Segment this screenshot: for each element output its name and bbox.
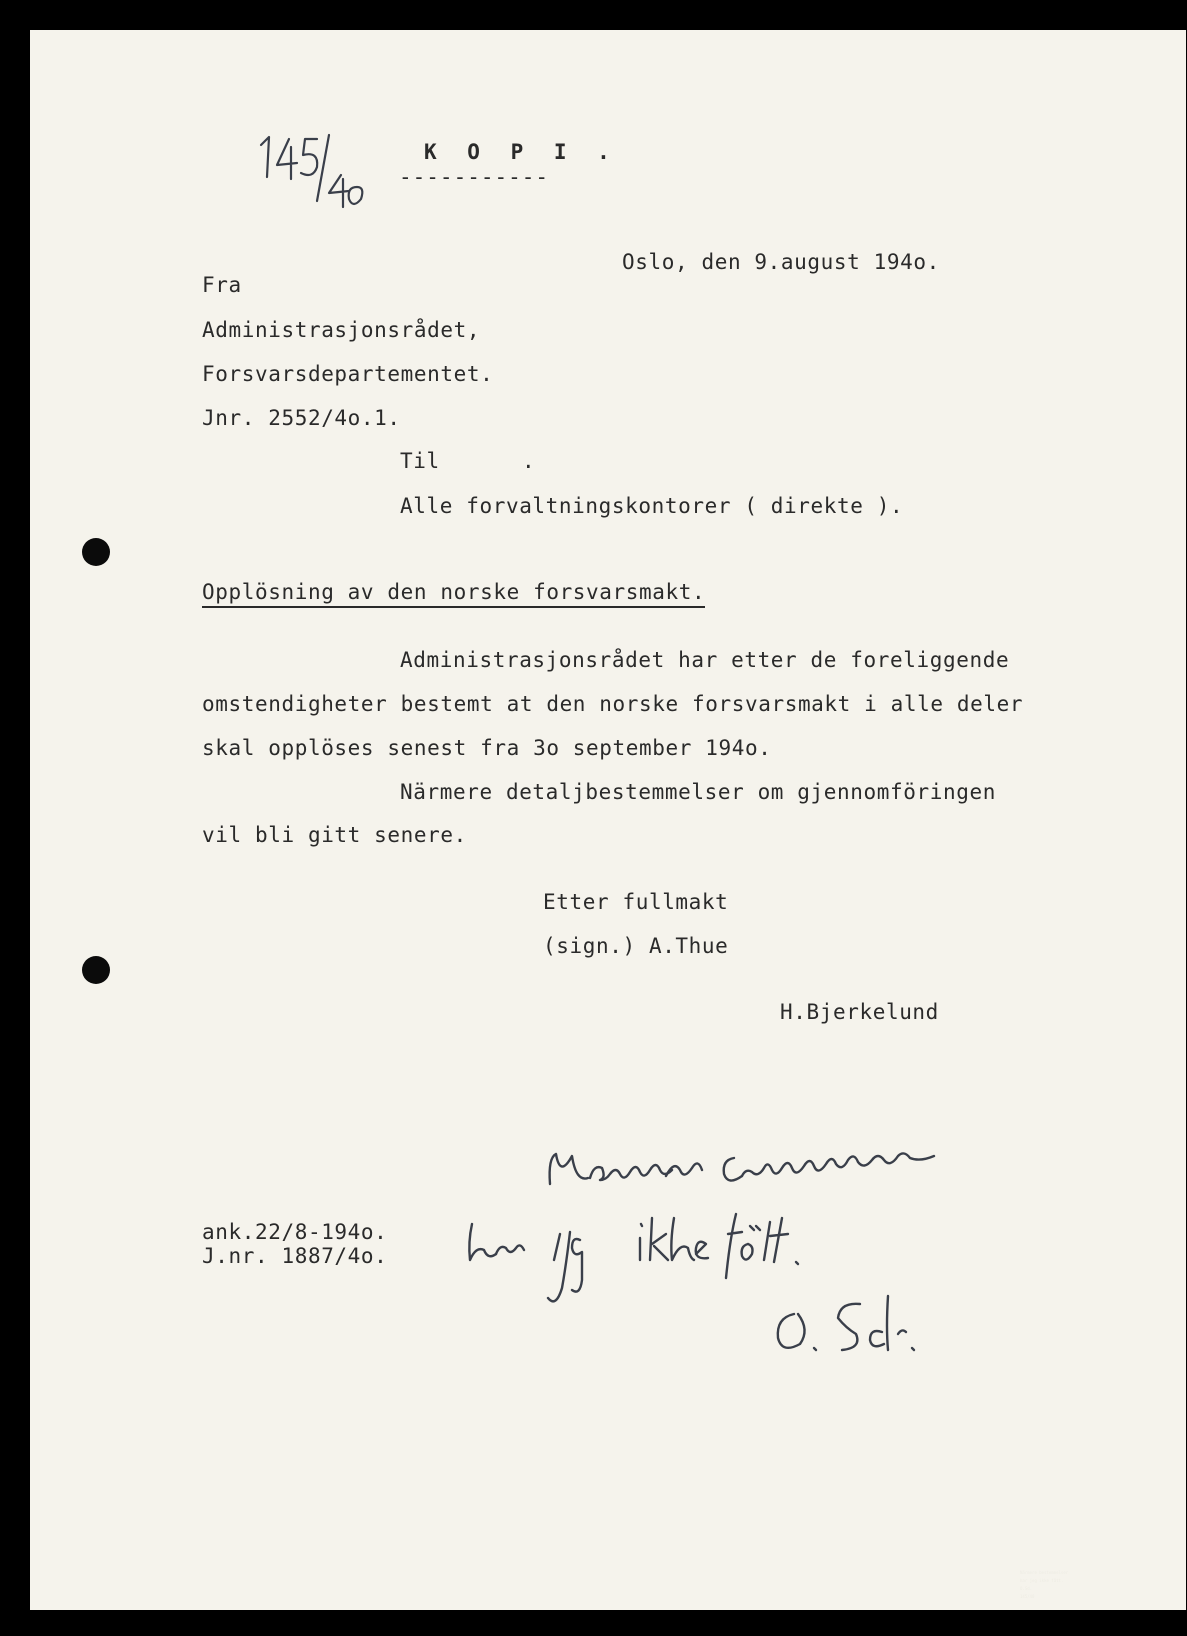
recipient-til: Til xyxy=(400,449,440,473)
body-p1-line-2: omstendigheter bestemt at den norske forsvarsmakt i alle deler xyxy=(202,692,1024,716)
sender-ref: Jnr. 2552/4o.1. xyxy=(202,406,401,430)
sender-line-1: Administrasjonsrådet, xyxy=(202,318,481,342)
handwritten-note-line-1: Närmere bestemmelser xyxy=(1020,1570,1069,1575)
body-p1-line-1: Administrasjonsrådet har etter de foreliggende xyxy=(400,648,1010,672)
receipt-ank: ank.22/8-194o. xyxy=(202,1220,388,1244)
recipient-dot: . xyxy=(522,449,536,473)
title-underline: ----------- xyxy=(399,165,550,189)
sender-fra: Fra xyxy=(202,273,242,297)
signature-line-1: Etter fullmakt xyxy=(543,890,729,914)
date-line: Oslo, den 9.august 194o. xyxy=(622,250,940,274)
handwritten-file-number-text: 145/40 xyxy=(1020,1594,1035,1599)
signature-line-3: H.Bjerkelund xyxy=(780,1000,939,1024)
punch-hole-bottom xyxy=(82,956,110,984)
punch-hole-top xyxy=(82,538,110,566)
recipient-line: Alle forvaltningskontorer ( direkte ). xyxy=(400,494,904,518)
document-title: K O P I . xyxy=(424,140,619,164)
body-p2-line-2: vil bli gitt senere. xyxy=(202,823,467,847)
receipt-jnr: J.nr. 1887/4o. xyxy=(202,1244,388,1268)
handwritten-file-number xyxy=(255,125,365,215)
subject-heading: Opplösning av den norske forsvarsmakt. xyxy=(202,580,705,608)
body-p1-line-3: skal opplöses senest fra 3o september 194o. xyxy=(202,736,772,760)
handwritten-note-initials: O.Sd. xyxy=(1020,1586,1033,1591)
handwritten-note xyxy=(430,1138,990,1368)
sender-line-2: Forsvarsdepartementet. xyxy=(202,362,494,386)
handwritten-note-line-2: har jeg ikke fått. xyxy=(1020,1578,1064,1583)
body-p2-line-1: Närmere detaljbestemmelser om gjennomföringen xyxy=(400,780,996,804)
document-page xyxy=(30,30,1186,1610)
signature-line-2: (sign.) A.Thue xyxy=(543,934,729,958)
